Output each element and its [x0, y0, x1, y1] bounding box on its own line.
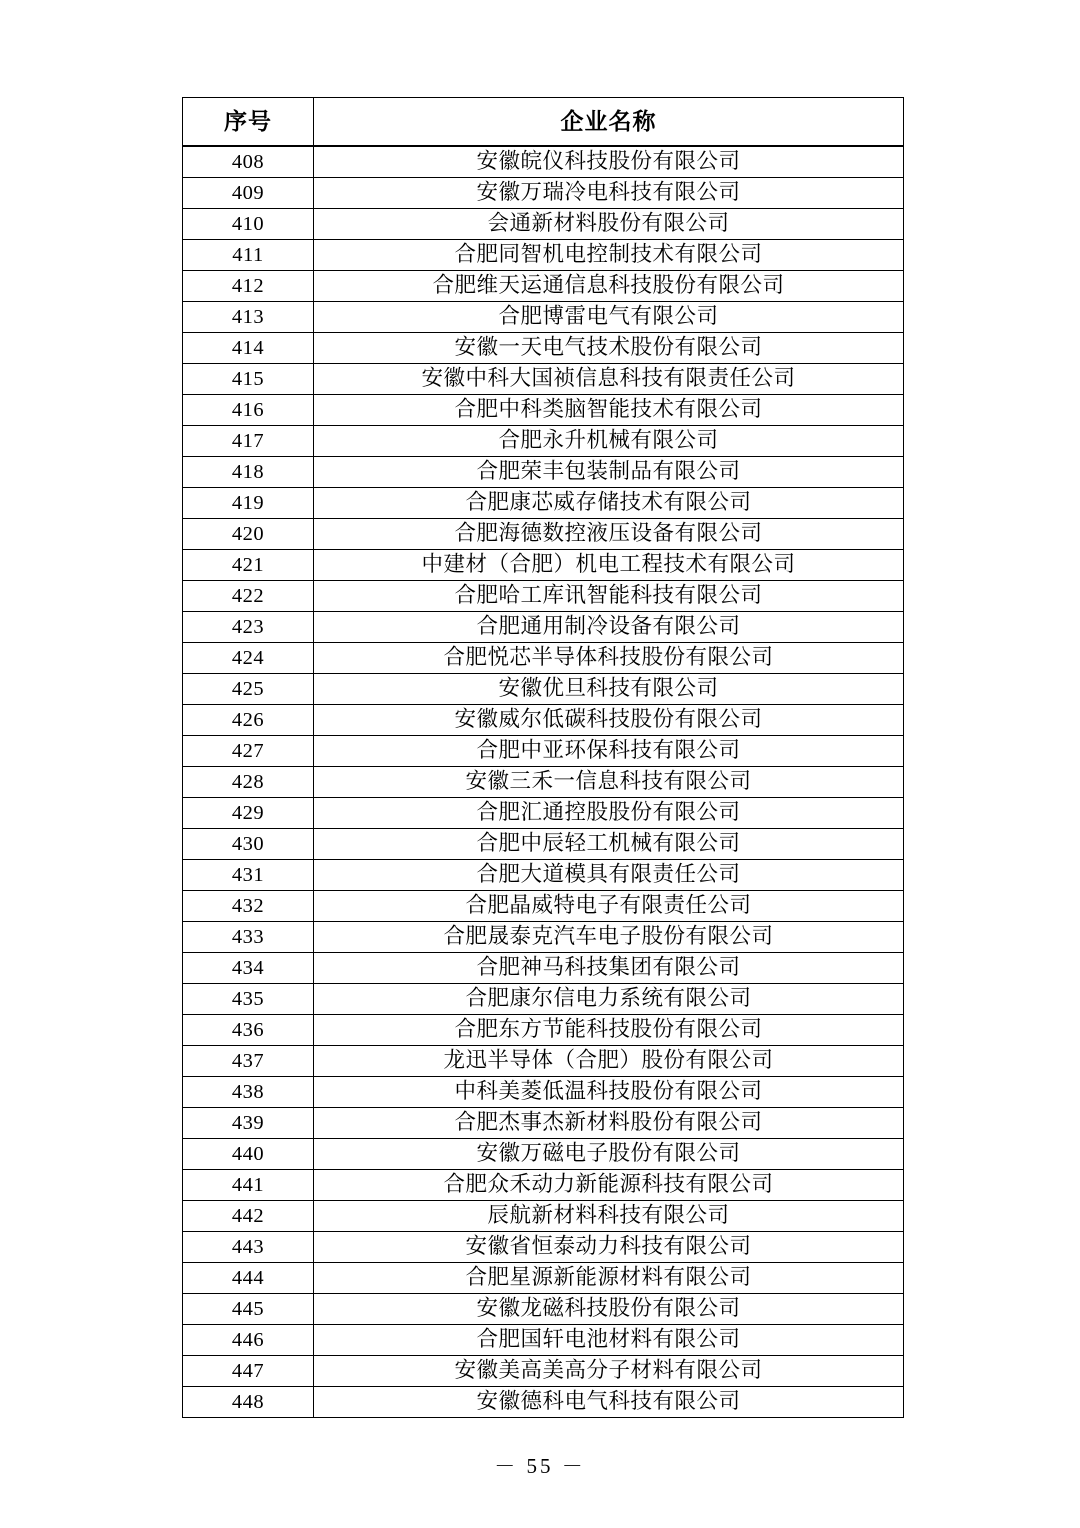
cell-enterprise-name: 合肥海德数控液压设备有限公司 [314, 519, 904, 550]
cell-enterprise-name: 合肥康芯威存储技术有限公司 [314, 488, 904, 519]
cell-enterprise-name: 合肥国轩电池材料有限公司 [314, 1325, 904, 1356]
cell-enterprise-name: 安徽三禾一信息科技有限公司 [314, 767, 904, 798]
cell-enterprise-name: 合肥大道模具有限责任公司 [314, 860, 904, 891]
cell-sequence: 416 [183, 395, 314, 426]
cell-enterprise-name: 中科美菱低温科技股份有限公司 [314, 1077, 904, 1108]
table-row [183, 1356, 904, 1387]
table-row [183, 581, 904, 612]
table-row [183, 209, 904, 240]
cell-sequence: 427 [183, 736, 314, 767]
table-row [183, 674, 904, 705]
table-row [183, 1139, 904, 1170]
cell-sequence: 435 [183, 984, 314, 1015]
cell-enterprise-name: 安徽优旦科技有限公司 [314, 674, 904, 705]
cell-enterprise-name: 合肥悦芯半导体科技股份有限公司 [314, 643, 904, 674]
table-header-row [183, 98, 904, 147]
table-row [183, 1325, 904, 1356]
cell-enterprise-name: 安徽万瑞冷电科技有限公司 [314, 178, 904, 209]
cell-sequence: 430 [183, 829, 314, 860]
table-row [183, 1046, 904, 1077]
cell-sequence: 429 [183, 798, 314, 829]
table-row [183, 736, 904, 767]
table-row [183, 457, 904, 488]
table-header [183, 98, 904, 147]
cell-enterprise-name: 安徽龙磁科技股份有限公司 [314, 1294, 904, 1325]
table-row [183, 1263, 904, 1294]
cell-enterprise-name: 合肥永升机械有限公司 [314, 426, 904, 457]
table-row [183, 146, 904, 178]
cell-sequence: 438 [183, 1077, 314, 1108]
cell-sequence: 445 [183, 1294, 314, 1325]
table-row [183, 488, 904, 519]
table-row [183, 767, 904, 798]
table-row [183, 550, 904, 581]
cell-sequence: 420 [183, 519, 314, 550]
cell-sequence: 447 [183, 1356, 314, 1387]
cell-enterprise-name: 龙迅半导体（合肥）股份有限公司 [314, 1046, 904, 1077]
table-row [183, 1108, 904, 1139]
cell-enterprise-name: 合肥康尔信电力系统有限公司 [314, 984, 904, 1015]
table-row [183, 984, 904, 1015]
cell-sequence: 443 [183, 1232, 314, 1263]
cell-sequence: 421 [183, 550, 314, 581]
cell-enterprise-name: 合肥杰事杰新材料股份有限公司 [314, 1108, 904, 1139]
table-row [183, 953, 904, 984]
enterprise-listing-table [182, 97, 904, 1418]
table-row [183, 1387, 904, 1418]
table-row [183, 1232, 904, 1263]
cell-enterprise-name: 会通新材料股份有限公司 [314, 209, 904, 240]
cell-sequence: 426 [183, 705, 314, 736]
cell-enterprise-name: 安徽德科电气科技有限公司 [314, 1387, 904, 1418]
table-row [183, 798, 904, 829]
cell-sequence: 415 [183, 364, 314, 395]
table-row [183, 426, 904, 457]
cell-sequence: 433 [183, 922, 314, 953]
cell-enterprise-name: 合肥东方节能科技股份有限公司 [314, 1015, 904, 1046]
cell-sequence: 436 [183, 1015, 314, 1046]
cell-enterprise-name: 合肥博雷电气有限公司 [314, 302, 904, 333]
cell-sequence: 446 [183, 1325, 314, 1356]
cell-sequence: 412 [183, 271, 314, 302]
table-row [183, 1077, 904, 1108]
cell-sequence: 444 [183, 1263, 314, 1294]
cell-enterprise-name: 合肥神马科技集团有限公司 [314, 953, 904, 984]
cell-sequence: 419 [183, 488, 314, 519]
cell-enterprise-name: 合肥晟泰克汽车电子股份有限公司 [314, 922, 904, 953]
column-header-sequence: 序号 [183, 98, 314, 147]
page-number: － 55 － [494, 1454, 586, 1478]
table-row [183, 1294, 904, 1325]
cell-sequence: 442 [183, 1201, 314, 1232]
cell-sequence: 434 [183, 953, 314, 984]
cell-sequence: 428 [183, 767, 314, 798]
cell-sequence: 411 [183, 240, 314, 271]
cell-sequence: 424 [183, 643, 314, 674]
column-header-enterprise-name: 企业名称 [314, 98, 904, 147]
cell-sequence: 418 [183, 457, 314, 488]
table-row [183, 395, 904, 426]
cell-enterprise-name: 安徽一天电气技术股份有限公司 [314, 333, 904, 364]
cell-enterprise-name: 中建材（合肥）机电工程技术有限公司 [314, 550, 904, 581]
table-row [183, 302, 904, 333]
table-row [183, 519, 904, 550]
cell-enterprise-name: 合肥中辰轻工机械有限公司 [314, 829, 904, 860]
cell-enterprise-name: 合肥众禾动力新能源科技有限公司 [314, 1170, 904, 1201]
table-row [183, 271, 904, 302]
cell-enterprise-name: 安徽万磁电子股份有限公司 [314, 1139, 904, 1170]
table-row [183, 643, 904, 674]
table-row [183, 364, 904, 395]
cell-enterprise-name: 安徽省恒泰动力科技有限公司 [314, 1232, 904, 1263]
table-row [183, 705, 904, 736]
cell-enterprise-name: 辰航新材料科技有限公司 [314, 1201, 904, 1232]
cell-enterprise-name: 合肥中科类脑智能技术有限公司 [314, 395, 904, 426]
table-row [183, 240, 904, 271]
cell-enterprise-name: 合肥维天运通信息科技股份有限公司 [314, 271, 904, 302]
cell-sequence: 423 [183, 612, 314, 643]
cell-enterprise-name: 合肥汇通控股股份有限公司 [314, 798, 904, 829]
cell-sequence: 409 [183, 178, 314, 209]
cell-sequence: 441 [183, 1170, 314, 1201]
cell-sequence: 422 [183, 581, 314, 612]
cell-enterprise-name: 安徽中科大国祯信息科技有限责任公司 [314, 364, 904, 395]
cell-sequence: 440 [183, 1139, 314, 1170]
table-row [183, 1201, 904, 1232]
cell-sequence: 432 [183, 891, 314, 922]
table-row [183, 860, 904, 891]
cell-enterprise-name: 安徽皖仪科技股份有限公司 [314, 146, 904, 178]
table-row [183, 612, 904, 643]
cell-enterprise-name: 安徽美高美高分子材料有限公司 [314, 1356, 904, 1387]
cell-sequence: 448 [183, 1387, 314, 1418]
cell-enterprise-name: 合肥荣丰包装制品有限公司 [314, 457, 904, 488]
table-row [183, 1015, 904, 1046]
cell-sequence: 425 [183, 674, 314, 705]
table-row [183, 891, 904, 922]
cell-enterprise-name: 合肥晶威特电子有限责任公司 [314, 891, 904, 922]
cell-enterprise-name: 合肥通用制冷设备有限公司 [314, 612, 904, 643]
cell-sequence: 437 [183, 1046, 314, 1077]
table-row [183, 333, 904, 364]
cell-enterprise-name: 合肥星源新能源材料有限公司 [314, 1263, 904, 1294]
table-row [183, 829, 904, 860]
cell-enterprise-name: 合肥哈工库讯智能科技有限公司 [314, 581, 904, 612]
cell-sequence: 417 [183, 426, 314, 457]
table-row [183, 178, 904, 209]
cell-enterprise-name: 合肥中亚环保科技有限公司 [314, 736, 904, 767]
cell-sequence: 408 [183, 146, 314, 178]
cell-sequence: 439 [183, 1108, 314, 1139]
enterprise-listing-table-container [182, 97, 903, 1418]
cell-sequence: 410 [183, 209, 314, 240]
cell-enterprise-name: 安徽威尔低碳科技股份有限公司 [314, 705, 904, 736]
table-body [183, 146, 904, 1418]
cell-sequence: 431 [183, 860, 314, 891]
cell-enterprise-name: 合肥同智机电控制技术有限公司 [314, 240, 904, 271]
table-row [183, 1170, 904, 1201]
cell-sequence: 414 [183, 333, 314, 364]
table-row [183, 922, 904, 953]
cell-sequence: 413 [183, 302, 314, 333]
